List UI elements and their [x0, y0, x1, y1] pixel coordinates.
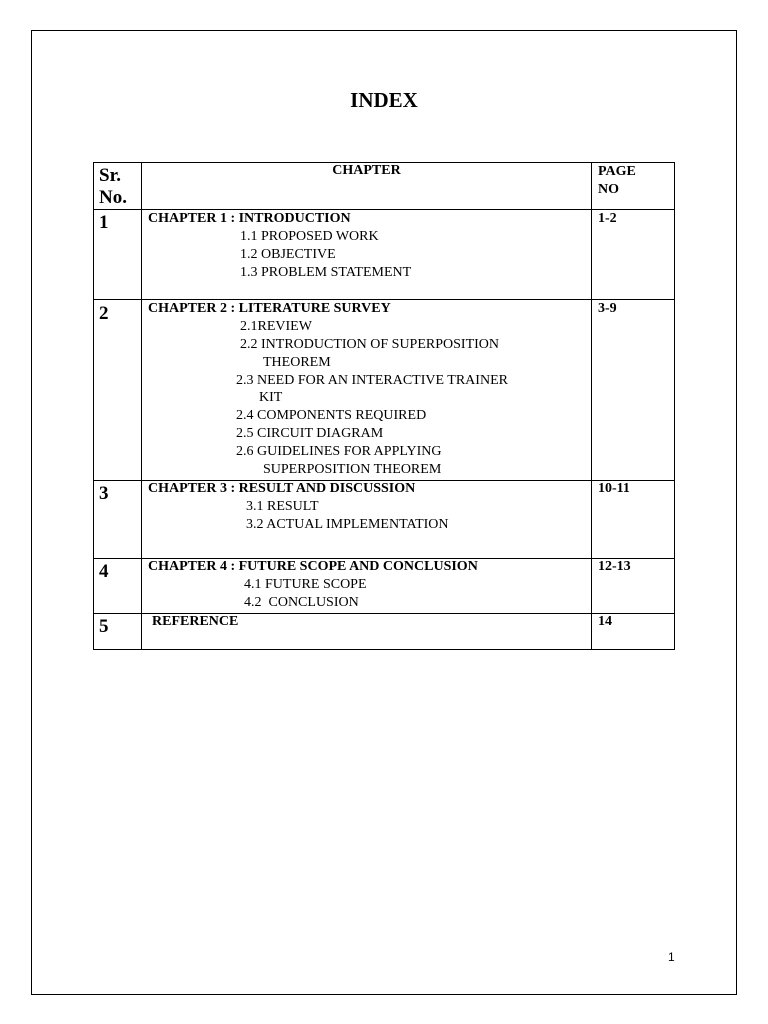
section-item: 4.2 CONCLUSION — [244, 595, 359, 610]
index-table — [93, 162, 675, 650]
section-item: SUPERPOSITION THEOREM — [263, 462, 442, 477]
section-item: 2.5 CIRCUIT DIAGRAM — [236, 426, 384, 441]
section-item: 2.4 COMPONENTS REQUIRED — [236, 408, 427, 423]
chapter-title: REFERENCE — [152, 614, 239, 629]
section-item: 3.2 ACTUAL IMPLEMENTATION — [246, 517, 449, 532]
page-range: 14 — [598, 614, 612, 629]
row-number: 2 — [99, 303, 109, 324]
table-rule — [93, 299, 675, 300]
section-item: 4.1 FUTURE SCOPE — [244, 577, 367, 592]
table-rule — [674, 162, 675, 650]
section-item: 2.1REVIEW — [240, 319, 312, 334]
section-item: 1.2 OBJECTIVE — [240, 247, 336, 262]
page-range: 12-13 — [598, 559, 631, 574]
section-item: 2.2 INTRODUCTION OF SUPERPOSITION — [240, 337, 500, 352]
row-number: 1 — [99, 212, 109, 233]
page-range: 1-2 — [598, 211, 617, 226]
section-item: 1.3 PROBLEM STATEMENT — [240, 265, 412, 280]
row-number: 4 — [99, 561, 109, 582]
section-item: 3.1 RESULT — [246, 499, 319, 514]
chapter-title: CHAPTER 3 : RESULT AND DISCUSSION — [148, 481, 416, 496]
section-item: 2.3 NEED FOR AN INTERACTIVE TRAINER — [236, 373, 508, 388]
section-item: 2.6 GUIDELINES FOR APPLYING — [236, 444, 442, 459]
page-range: 10-11 — [598, 481, 630, 496]
header-sr — [99, 165, 127, 209]
section-item: THEOREM — [263, 355, 331, 370]
header-sr-line1: Sr. — [99, 165, 122, 186]
chapter-title: CHAPTER 4 : FUTURE SCOPE AND CONCLUSION — [148, 559, 478, 574]
header-sr-line2: No. — [99, 187, 127, 208]
row-number: 3 — [99, 483, 109, 504]
chapter-title: CHAPTER 1 : INTRODUCTION — [148, 211, 351, 226]
page-range: 3-9 — [598, 301, 617, 316]
row-number: 5 — [99, 616, 109, 637]
section-item: KIT — [259, 390, 283, 405]
table-rule — [93, 649, 675, 650]
header-page — [598, 163, 636, 199]
table-rule — [93, 162, 94, 650]
page-number: 1 — [668, 950, 675, 964]
header-page-line2: NO — [598, 182, 619, 197]
table-rule — [141, 162, 142, 650]
table-rule — [591, 162, 592, 650]
table-rule — [93, 209, 675, 210]
header-page-line1: PAGE — [598, 164, 636, 179]
page-title: INDEX — [350, 88, 418, 112]
header-chapter: CHAPTER — [332, 163, 401, 178]
chapter-title: CHAPTER 2 : LITERATURE SURVEY — [148, 301, 391, 316]
section-item: 1.1 PROPOSED WORK — [240, 229, 379, 244]
